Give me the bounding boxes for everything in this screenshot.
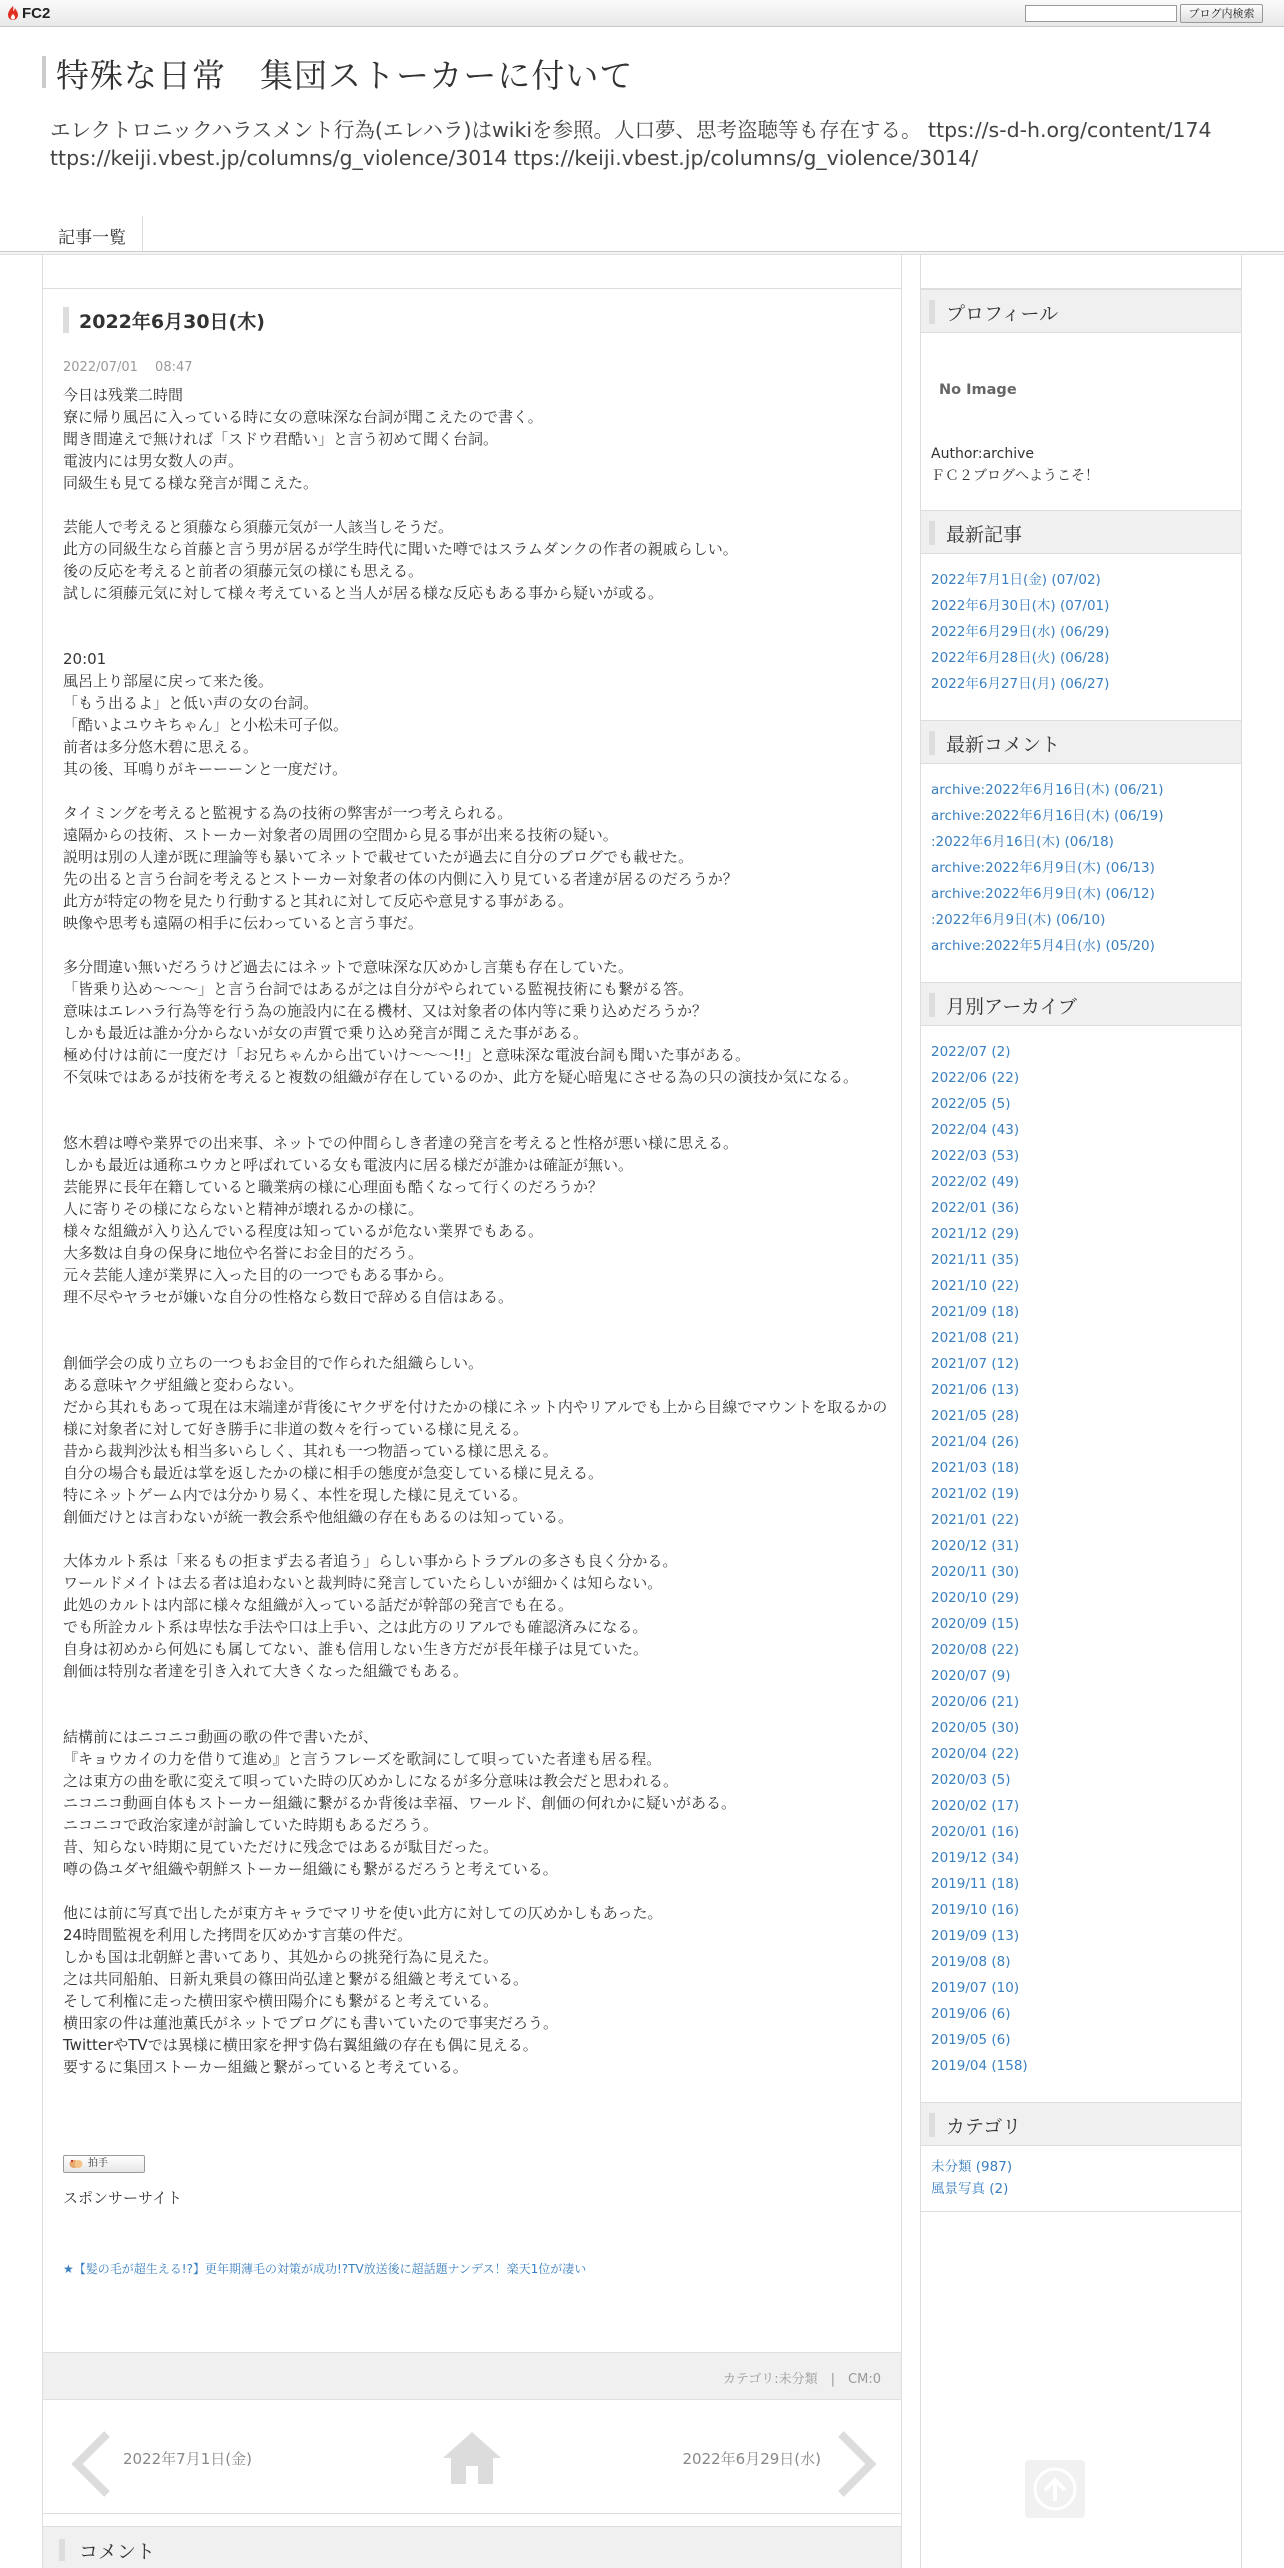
recent-comment-link[interactable]: :2022年6月16日(木) (06/18) <box>931 834 1114 850</box>
entry-text-line: 意味はエレハラ行為等を行う為の施設内に在る機材、又は対象者の体内等に乗り込めだろうか？ <box>63 1002 707 1020</box>
entry-text-line: だから其れもあって現在は末端達が背後にヤクザを付けたかの様にネット内やリアルでも上から目線でマウントを取るかの様に対象者に対して好き勝手に非道の数々を行っている様に見える。 <box>63 1398 888 1438</box>
entry-text-line: 創価は特別な者達を引き入れて大きくなった組織でもある。 <box>63 1662 469 1680</box>
entry-text-line: 大多数は自身の保身に地位や名誉にお金目的だろう。 <box>63 1244 424 1262</box>
archive-month-link[interactable]: 2022/04 (43) <box>931 1122 1020 1138</box>
category-link[interactable]: 未分類 (987) <box>931 2159 1013 2175</box>
archive-month-link[interactable]: 2022/05 (5) <box>931 1096 1011 1112</box>
prev-entry-link[interactable]: 2022年7月1日(金) <box>123 2450 252 2468</box>
entry-text-line: 芸能界に長年在籍していると職業病の様に心理面も酷くなって行くのだろうか？ <box>63 1178 604 1196</box>
category-link[interactable]: 風景写真 (2) <box>931 2181 1009 2197</box>
entry-blank-line <box>63 1088 893 1110</box>
archive-month-link[interactable]: 2019/11 (18) <box>931 1876 1020 1892</box>
recent-comment-link[interactable]: archive:2022年6月16日(木) (06/21) <box>931 782 1164 798</box>
recent-comment-link[interactable]: :2022年6月9日(木) (06/10) <box>931 912 1106 928</box>
blog-description-line: エレクトロニックハラスメント行為(エレハラ)はwikiを参照。人口夢、思考盗聴等も存在する。 ttps://s-d-h.org/content/174 <box>50 118 1212 142</box>
main-column <box>42 255 902 2568</box>
entry-blank-line <box>63 780 893 802</box>
archive-month-link[interactable]: 2020/09 (15) <box>931 1616 1020 1632</box>
plugin-heading-text: 最新コメント <box>946 734 1061 756</box>
archive-month-link[interactable]: 2022/03 (53) <box>931 1148 1020 1164</box>
comment-section-heading <box>43 2526 901 2568</box>
entry-text-line: ニコニコ動画自体もストーカー組織に繋がるか背後は幸福、ワールド、創価の何れかに疑いがある。 <box>63 1794 737 1812</box>
archive-month-link[interactable]: 2021/08 (21) <box>931 1330 1020 1346</box>
entry-text-line: 同級生も見てる様な発言が聞こえた。 <box>63 474 319 492</box>
fc2-toolbar <box>0 0 1284 27</box>
recent-post-link[interactable]: 2022年6月28日(火) (06/28) <box>931 650 1110 666</box>
entry-blank-line <box>63 1682 893 1704</box>
archive-month-link[interactable]: 2020/10 (29) <box>931 1590 1020 1606</box>
archive-month-link[interactable]: 2021/01 (22) <box>931 1512 1020 1528</box>
entry-text-line: 昔から裁判沙汰も相当多いらしく、其れも一つ物語っている様に思える。 <box>63 1442 558 1460</box>
entry-footer <box>43 2352 901 2400</box>
entry-text-line: しかも国は北朝鮮と書いてあり、其処からの挑発行為に見えた。 <box>63 1948 499 1966</box>
entry-text-line: 之は東方の曲を歌に変えて唄っていた時の仄めかしになるが多分意味は教会だと思われる。 <box>63 1772 679 1790</box>
entry-text-line: 特にネットゲーム内では分かり易く、本性を現した様に見えている。 <box>63 1486 528 1504</box>
clap-hand-icon <box>69 2158 83 2170</box>
entry-text-line: 悠木碧は噂や業界での出来事、ネットでの仲間らしき者達の発言を考えると性格が悪い様に思える。 <box>63 1134 739 1152</box>
sponsor-link[interactable]: ★【髪の毛が超生える!?】更年期薄毛の対策が成功!?TV放送後に超話題ナンデス！楽天1位が凄い <box>63 2262 587 2276</box>
entry-title[interactable]: 2022年6月30日(木) <box>79 311 265 333</box>
archive-month-link[interactable]: 2022/01 (36) <box>931 1200 1020 1216</box>
heading-marker <box>929 521 935 545</box>
entry-text-line: 他には前に写真で出したが東方キャラでマリサを使い此方に対しての仄めかしもあった。 <box>63 1904 663 1922</box>
blog-description-line: ttps://keiji.vbest.jp/columns/g_violence/3014 ttps://keiji.vbest.jp/columns/g_violence/3014/ <box>50 146 979 170</box>
entry-date: 2022/07/01 08:47 <box>63 360 193 375</box>
entry-text-line: そして利権に走った横田家や横田陽介にも繋がると考えている。 <box>63 1992 499 2010</box>
archive-month-link[interactable]: 2021/07 (12) <box>931 1356 1020 1372</box>
entry-text-line: 説明は別の人達が既に理論等も暴いてネットで載せていたが過去に自分のブログでも載せた。 <box>63 848 694 866</box>
recent-post-link[interactable]: 2022年6月27日(月) (06/27) <box>931 676 1110 692</box>
title-marker <box>42 56 46 88</box>
entry-text-line: 今日は残業二時間 <box>63 386 184 404</box>
fc2-logo-text: FC2 <box>22 4 51 22</box>
archive-month-link[interactable]: 2019/10 (16) <box>931 1902 1020 1918</box>
archive-month-link[interactable]: 2020/07 (9) <box>931 1668 1011 1684</box>
entry-text-line: 先の出ると言う台詞を考えるとストーカー対象者の体の内側に入り見ている者達が居るのだろうか？ <box>63 870 738 888</box>
recent-post-link[interactable]: 2022年6月30日(木) (07/01) <box>931 598 1110 614</box>
archive-month-link[interactable]: 2020/04 (22) <box>931 1746 1020 1762</box>
heading-marker <box>929 2113 935 2137</box>
entry-text-line: 昔、知らない時期に見ていただけに残念ではあるが駄目だった。 <box>63 1838 499 1856</box>
entry-text-line: 芸能人で考えると須藤なら須藤元気が一人該当しそうだ。 <box>63 518 454 536</box>
entry-pager <box>43 2400 901 2514</box>
entry-blank-line <box>63 1704 893 1726</box>
archive-month-link[interactable]: 2019/06 (6) <box>931 2006 1011 2022</box>
clap-label: 拍手 <box>88 2158 108 2169</box>
archive-month-link[interactable]: 2019/08 (8) <box>931 1954 1011 1970</box>
entry-text-line: 此方の同級生なら首藤と言う男が居るが学生時代に聞いた噂ではスラムダンクの作者の親戚らしい。 <box>63 540 738 558</box>
entry-text-line: 元々芸能人達が業界に入った目的の一つでもある事から。 <box>63 1266 454 1284</box>
recent-comment-link[interactable]: archive:2022年5月4日(水) (05/20) <box>931 938 1155 954</box>
entry-text-line: 後の反応を考えると前者の須藤元気の様にも思える。 <box>63 562 424 580</box>
entry-text-line: しかも最近は誰か分からないが女の声質で乗り込め発言が聞こえた事がある。 <box>63 1024 589 1042</box>
entry-text-line: 其の後、耳鳴りがキーーーンと一度だけ。 <box>63 760 348 778</box>
profile-author: Author:archive <box>931 446 1034 462</box>
entry-text-line: 極め付けは前に一度だけ「お兄ちゃんから出ていけ～～～!!」と意味深な電波台詞も聞いた事がある。 <box>63 1046 751 1064</box>
plugin-divider <box>921 2211 1241 2212</box>
entry-blank-line <box>63 1330 893 1352</box>
archives-list <box>931 1039 1236 2079</box>
entry-text-line: 噂の偽ユダヤ組織や朝鮮ストーカー組織にも繋がるだろうと考えている。 <box>63 1860 558 1878</box>
profile-greeting: ＦＣ２ブログへようこそ！ <box>931 468 1099 484</box>
heading-marker <box>929 731 935 755</box>
recent-comment-link[interactable]: archive:2022年6月9日(木) (06/13) <box>931 860 1155 876</box>
entry-text-line: 自分の場合も最近は掌を返したかの様に相手の態度が急変している様に見える。 <box>63 1464 604 1482</box>
entry-text-line: 要するに集団ストーカー組織と繋がっていると考えている。 <box>63 2058 468 2076</box>
entry-blank-line <box>63 934 893 956</box>
archive-month-link[interactable]: 2020/11 (30) <box>931 1564 1020 1580</box>
entry-blank-line <box>63 604 893 626</box>
entry-text-line: 人に寄りその様にならないと精神が壊れるかの様に。 <box>63 1200 424 1218</box>
entry-text-line: 24時間監視を利用した拷問を仄めかす言葉の件だ。 <box>63 1926 413 1944</box>
plugin-heading-archives <box>921 982 1241 1026</box>
blog-title[interactable]: 特殊な日常 集団ストーカーに付いて <box>56 56 634 95</box>
archive-month-link[interactable]: 2019/09 (13) <box>931 1928 1020 1944</box>
entry-text-line: 此処のカルトは内部に様々な組織が入っている話だが幹部の発言でも在る。 <box>63 1596 574 1614</box>
entry-text-line: 之は共同船舶、日新丸乗員の篠田尚弘達と繋がる組織と考えている。 <box>63 1970 529 1988</box>
archive-month-link[interactable]: 2020/03 (5) <box>931 1772 1011 1788</box>
archive-month-link[interactable]: 2019/04 (158) <box>931 2058 1028 2074</box>
archive-month-link[interactable]: 2021/12 (29) <box>931 1226 1020 1242</box>
blog-search-button[interactable]: ブログ内検索 <box>1180 4 1263 23</box>
entry-title-marker <box>63 307 69 333</box>
plugin-heading-profile <box>921 289 1241 333</box>
global-nav <box>42 216 143 252</box>
archive-month-link[interactable]: 2021/03 (18) <box>931 1460 1020 1476</box>
chevron-left-icon[interactable] <box>69 2430 113 2502</box>
plugin-heading-text: プロフィール <box>946 303 1059 325</box>
entry-blank-line <box>63 1110 893 1132</box>
entry-text-line: 大体カルト系は「来るもの拒まず去る者追う」らしい事からトラブルの多さも良く分かる。 <box>63 1552 678 1570</box>
archive-month-link[interactable]: 2021/04 (26) <box>931 1434 1020 1450</box>
entry-text-line: ある意味ヤクザ組織と変わらない。 <box>63 1376 304 1394</box>
entry-blank-line <box>63 494 893 516</box>
recent-comment-link[interactable]: archive:2022年6月9日(木) (06/12) <box>931 886 1155 902</box>
archive-month-link[interactable]: 2019/05 (6) <box>931 2032 1011 2048</box>
blog-search-input[interactable] <box>1025 5 1177 22</box>
plugin-heading-recent-comments <box>921 720 1241 764</box>
entry-text-line: TwitterやTVでは異様に横田家を押す偽右翼組織の存在も偶に見える。 <box>63 2036 538 2054</box>
entry-footer-meta[interactable]: カテゴリ:未分類 | CM:0 <box>722 2372 881 2387</box>
archive-month-link[interactable]: 2022/06 (22) <box>931 1070 1020 1086</box>
comment-heading-text: コメント <box>79 2541 156 2563</box>
profile-body <box>931 443 1236 487</box>
entry-text-line: 結構前にはニコニコ動画の歌の件で書いたが、 <box>63 1728 379 1746</box>
entry-text-line: でも所詮カルト系は卑怯な手法や口は上手い、之は此方のリアルでも確認済みになる。 <box>63 1618 648 1636</box>
archive-month-link[interactable]: 2021/05 (28) <box>931 1408 1020 1424</box>
entry-text-line: 20:01 <box>63 650 107 668</box>
entry-blank-line <box>63 1528 893 1550</box>
entry-text-line: 「皆乗り込め～～～」と言う台詞ではあるが之は自分がやられている監視技術にも繋がる答。 <box>63 980 694 998</box>
archive-month-link[interactable]: 2022/02 (49) <box>931 1174 1020 1190</box>
entry-text-line: 寮に帰り風呂に入っている時に女の意味深な台詞が聞こえたので書く。 <box>63 408 543 426</box>
fc2-logo[interactable] <box>6 4 50 22</box>
archive-month-link[interactable]: 2020/12 (31) <box>931 1538 1020 1554</box>
recent-post-link[interactable]: 2022年6月29日(水) (06/29) <box>931 624 1110 640</box>
recent-comment-link[interactable]: archive:2022年6月16日(木) (06/19) <box>931 808 1164 824</box>
arrow-up-icon <box>1025 2460 1085 2522</box>
archive-month-link[interactable]: 2021/10 (22) <box>931 1278 1020 1294</box>
entry-blank-line <box>63 626 893 648</box>
entry-text-line: 多分間違い無いだろうけど過去にはネットで意味深な仄めかし言葉も存在していた。 <box>63 958 634 976</box>
entry-text-line: 自身は初めから何処にも属してない、誰も信用しない生き方だが長年様子は見ていた。 <box>63 1640 649 1658</box>
heading-marker <box>929 993 935 1017</box>
entry-text-line: ワールドメイトは去る者は追わないと裁判時に発言していたらしいが細かくは知らない。 <box>63 1574 663 1592</box>
entry-blank-line <box>63 1308 893 1330</box>
entry-text-line: 電波内には男女数人の声。 <box>63 452 244 470</box>
archive-month-link[interactable]: 2020/06 (21) <box>931 1694 1020 1710</box>
entry-text-line: ニコニコで政治家達が討論していた時期もあるだろう。 <box>63 1816 439 1834</box>
entry-blank-line <box>63 1880 893 1902</box>
entry-body <box>63 384 893 2078</box>
plugin-heading-recent-posts <box>921 510 1241 554</box>
entry-text-line: 「もう出るよ」と低い声の女の台詞。 <box>63 694 319 712</box>
entry-text-line: 前者は多分悠木碧に思える。 <box>63 738 259 756</box>
recent-posts-list <box>931 567 1236 697</box>
entry-text-line: 「酷いよユウキちゃん」と小松未可子似。 <box>63 716 349 734</box>
recent-comments-list <box>931 777 1236 959</box>
nav-item-article-list[interactable]: 記事一覧 <box>42 216 143 252</box>
entry-text-line: 聞き間違えで無ければ「スドウ君酷い」と言う初めて聞く台詞。 <box>63 430 499 448</box>
archive-month-link[interactable]: 2022/07 (2) <box>931 1044 1011 1060</box>
entry-text-line: 理不尽やヤラセが嫌いな自分の性格なら数日で辞める自信はある。 <box>63 1288 514 1306</box>
archive-month-link[interactable]: 2020/01 (16) <box>931 1824 1020 1840</box>
entry-text-line: しかも最近は通称ユウカと呼ばれている女も電波内に居る様だが誰かは確証が無い。 <box>63 1156 634 1174</box>
back-to-top-button[interactable] <box>1025 2460 1085 2518</box>
entry-text-line: 試しに須藤元気に対して様々考えていると当人が居る様な反応もある事から疑いが或る。 <box>63 584 664 602</box>
sidebar <box>920 255 1242 2568</box>
entry-text-line: 遠隔からの技術、ストーカー対象者の周囲の空間から見る事が出来る技術の疑い。 <box>63 826 618 844</box>
profile-no-image: No Image <box>939 382 1017 398</box>
categories-list <box>931 2156 1236 2200</box>
entry-text-line: 様々な組織が入り込んでいる程度は知っているが危ない業界でもある。 <box>63 1222 544 1240</box>
comment-heading-marker <box>59 2539 65 2561</box>
clap-button[interactable] <box>63 2155 145 2173</box>
entry-text-line: 創価だけとは言わないが統一教会系や他組織の存在もあるのは知っている。 <box>63 1508 574 1526</box>
plugin-heading-text: 最新記事 <box>946 524 1023 546</box>
blog-description <box>50 116 1280 172</box>
entry-text-line: 風呂上り部屋に戻って来た後。 <box>63 672 274 690</box>
plugin-heading-categories <box>921 2102 1241 2146</box>
entry-text-line: 『キョウカイの力を借りて進め』と言うフレーズを歌詞にして唄っていた者達も居る程。 <box>63 1750 662 1768</box>
entry-text-line: 創価学会の成り立ちの一つもお金目的で作られた組織らしい。 <box>63 1354 484 1372</box>
plugin-heading-text: 月別アーカイブ <box>946 996 1077 1018</box>
sidebar-top-spacer <box>921 255 1241 289</box>
entry-text-line: 不気味ではあるが技術を考えると複数の組織が存在しているのか、此方を疑心暗鬼にさせる為の只の演技か気になる。 <box>63 1068 859 1086</box>
main-top-spacer <box>43 255 901 289</box>
archive-month-link[interactable]: 2021/09 (18) <box>931 1304 1020 1320</box>
fc2-logo-icon <box>6 5 20 21</box>
archive-month-link[interactable]: 2021/06 (13) <box>931 1382 1020 1398</box>
archive-month-link[interactable]: 2019/07 (10) <box>931 1980 1020 1996</box>
next-entry-link[interactable]: 2022年6月29日(水) <box>682 2450 821 2468</box>
plugin-heading-text: カテゴリ <box>946 2116 1022 2138</box>
archive-month-link[interactable]: 2021/11 (35) <box>931 1252 1020 1268</box>
recent-post-link[interactable]: 2022年7月1日(金) (07/02) <box>931 572 1101 588</box>
heading-marker <box>929 300 935 324</box>
entry-text-line: 横田家の件は蓮池薫氏がネットでブログにも書いていたので事実だろう。 <box>63 2014 559 2032</box>
archive-month-link[interactable]: 2020/05 (30) <box>931 1720 1020 1736</box>
sponsor-heading: スポンサーサイト <box>63 2189 182 2207</box>
archive-month-link[interactable]: 2019/12 (34) <box>931 1850 1020 1866</box>
archive-month-link[interactable]: 2020/08 (22) <box>931 1642 1020 1658</box>
archive-month-link[interactable]: 2020/02 (17) <box>931 1798 1020 1814</box>
entry-text-line: タイミングを考えると監視する為の技術の弊害が一つ考えられる。 <box>63 804 513 822</box>
home-icon[interactable] <box>441 2430 503 2490</box>
entry-text-line: 此方が特定の物を見たり行動すると其れに対して反応や意見する事がある。 <box>63 892 574 910</box>
chevron-right-icon[interactable] <box>835 2430 879 2502</box>
entry-text-line: 映像や思考も遠隔の相手に伝わっていると言う事だ。 <box>63 914 423 932</box>
archive-month-link[interactable]: 2021/02 (19) <box>931 1486 1020 1502</box>
